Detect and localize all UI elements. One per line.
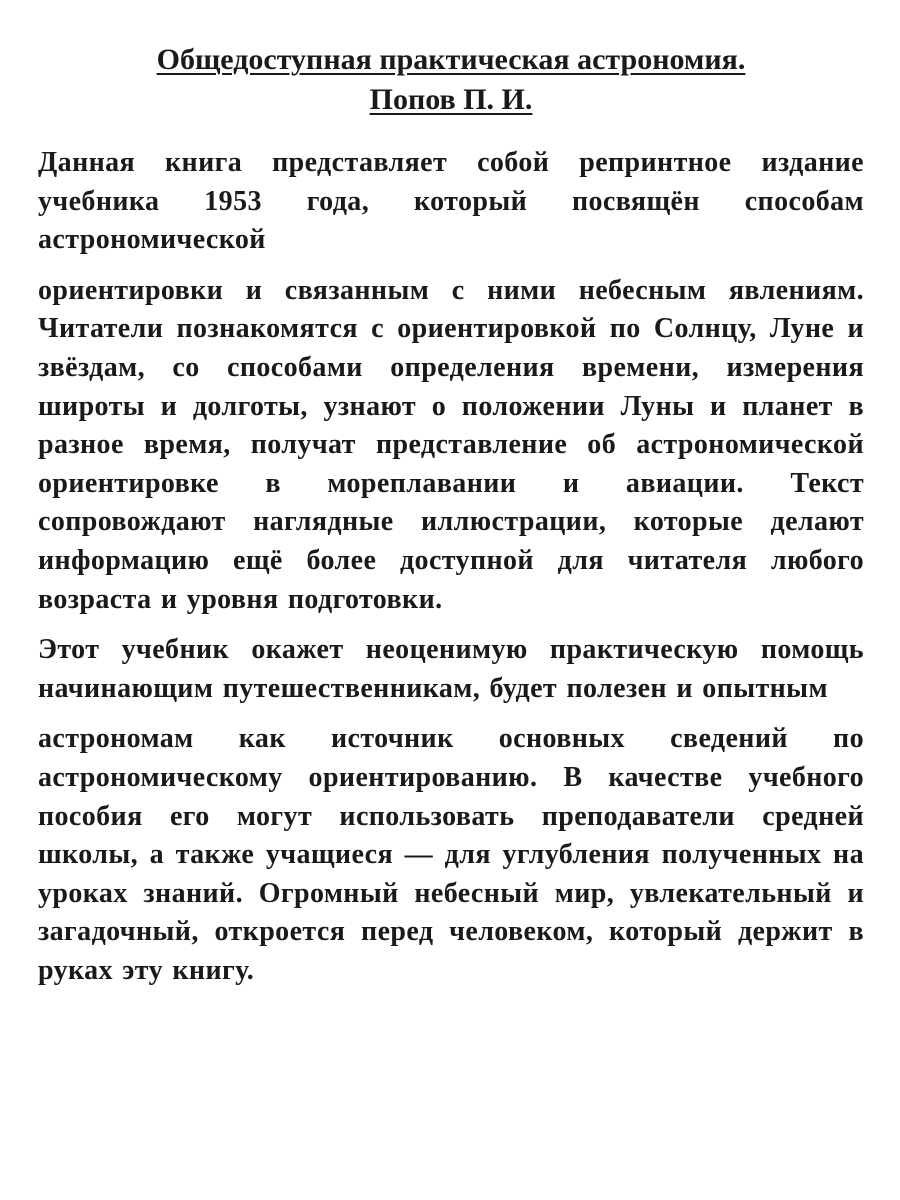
title-line-1: Общедоступная практическая астрономия. <box>156 43 746 76</box>
paragraph-2: ориентировки и связанным с ними небесным явлениям. Читатели познакомятся с ориентировкой по Солнцу, Луне и звёздам, со способами определения времени, измерения широты и долготы, узнают о положении Луны и планет в разное время, получат представление об астрономической ориентировке в мореплавании и авиации. Текст сопровождают наглядные иллюстрации, которые делают информацию ещё более доступной для читателя любого возраста и уровня подготовки. <box>38 274 864 615</box>
paragraph-4: астрономам как источник основных сведений по астрономическому ориентированию. В качестве учебного пособия его могут использовать преподаватели средней школы, а также учащиеся — для углубления полученных на уроках знаний. Огромный небесный мир, увлекательный и загадочный, откроется перед человеком, который держит в руках эту книгу. <box>38 723 864 986</box>
title-line-2-author: Попов П. И. <box>369 83 533 116</box>
document-title <box>38 40 864 120</box>
document-page <box>38 40 864 990</box>
paragraph-1: Данная книга представляет собой репринтное издание учебника 1953 года, который посвящён способам астрономической <box>38 147 864 256</box>
paragraph-3: Этот учебник окажет неоценимую практическую помощь начинающим путешественникам, будет полезен и опытным <box>38 634 864 704</box>
